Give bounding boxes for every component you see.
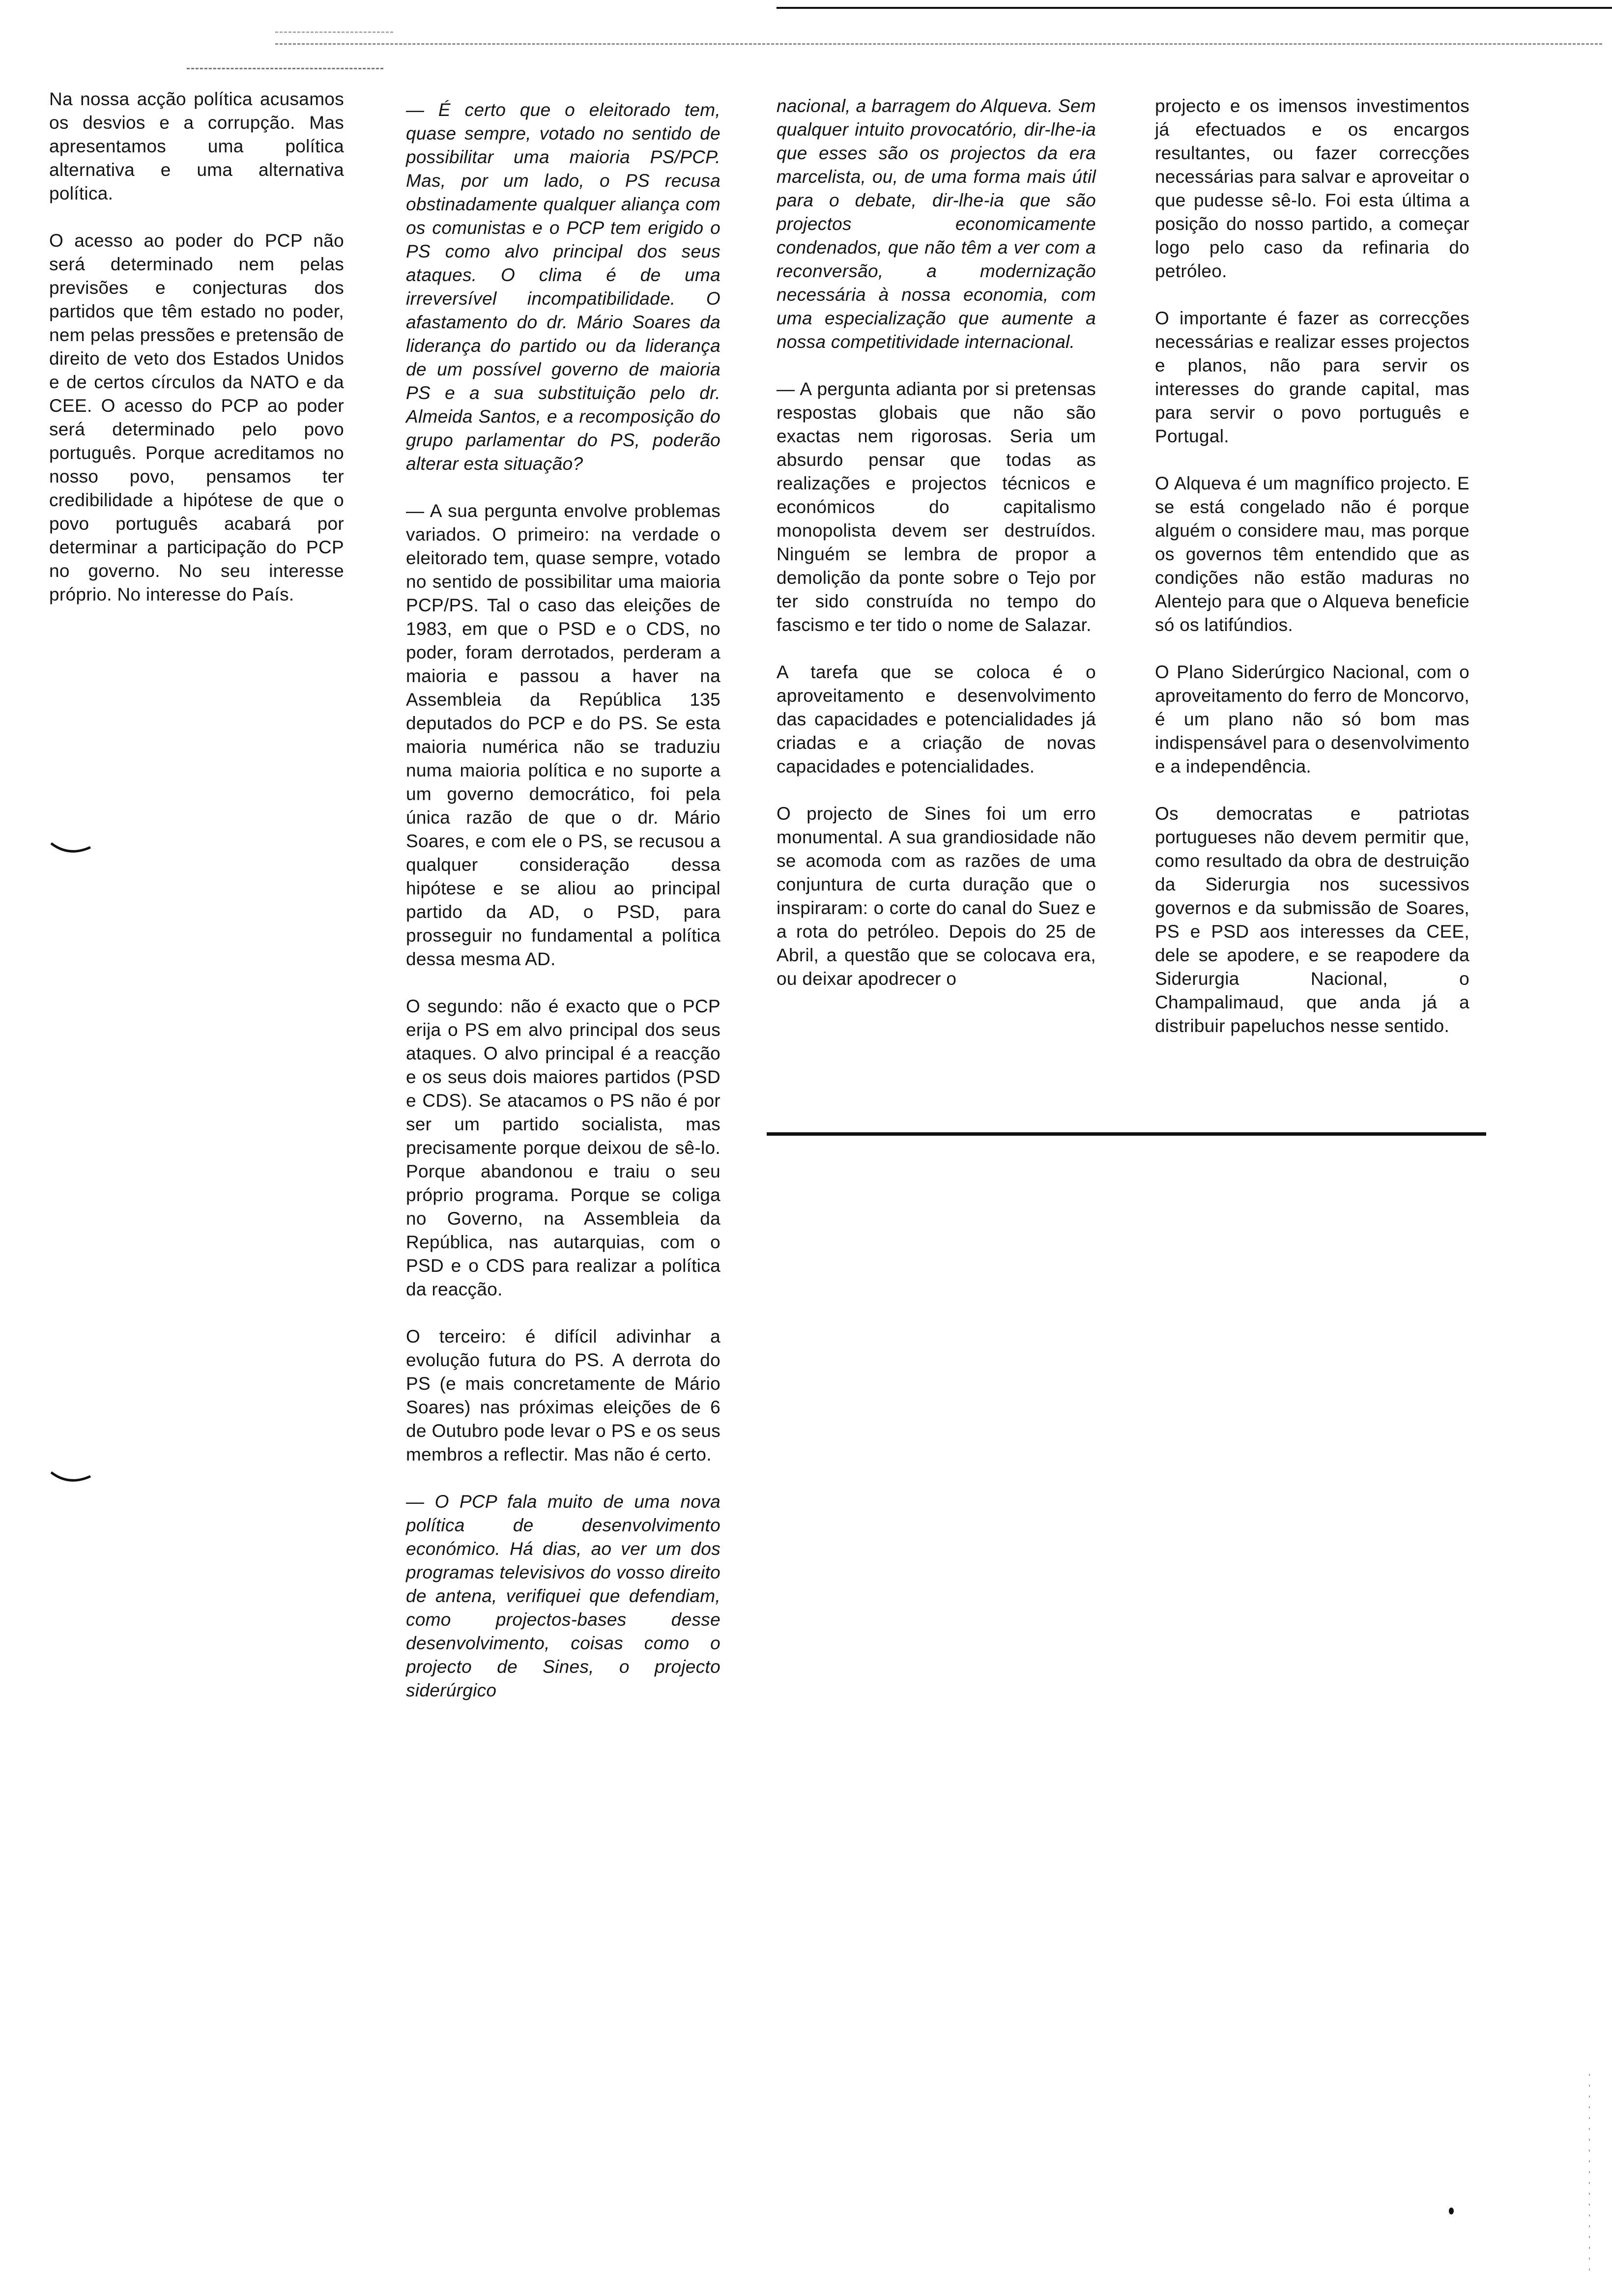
- col4-paragraph-siderurgico: O Plano Siderúrgico Nacional, com o aproveitamento do ferro de Moncorvo, é um plano não só bom mas indispensável para o desenvolvimento e a independência.: [1155, 662, 1469, 776]
- column-4: [1155, 94, 1469, 1062]
- col4-paragraph-alqueva: O Alqueva é um magnífico projecto. E se está congelado não é porque alguém o considere mau, mas porque os governos têm entendido que as condições não estão maduras no Alentejo para que o Alqueva beneficie só os latifúndios.: [1155, 473, 1469, 635]
- col4-paragraph-1: projecto e os imensos investimentos já efectuados e os encargos resultantes, ou fazer correcções necessárias para salvar e aproveitar o que pudesse sê-lo. Foi esta última a posição do nosso partido, a começar logo pelo caso da refinaria do petróleo.: [1155, 96, 1469, 281]
- top-rule: [777, 7, 1612, 9]
- col2-answer-1: — A sua pergunta envolve problemas variados. O primeiro: na verdade o eleitorado tem, quase sempre, votado no sentido de possibilitar uma maioria PCP/PS. Tal o caso das eleições de 1983, em que o PSD e o CDS, no poder, foram derrotados, perderam a maioria e passou a haver na Assembleia da República 135 deputados do PCP e do PS. Se esta maioria numérica não se traduziu numa maioria política e no suporte a um governo democrático, foi pela única razão de que o dr. Mário Soares, e com ele o PS, se recusou a qualquer consideração dessa hipótese e se aliou ao principal partido da AD, o PSD, para prosseguir no fundamental a política dessa mesma AD.: [406, 501, 720, 969]
- column-3: [777, 94, 1096, 1014]
- col1-paragraph-2: O acesso ao poder do PCP não será determinado nem pelas previsões e conjecturas dos partidos que têm estado no poder, nem pelas pressões e pretensão de direito de veto dos Estados Unidos e de certos círculos da NATO e da CEE. O acesso do PCP ao poder será determinado pelo povo português. Porque acreditamos no nosso povo, pensamos ter credibilidade a hipótese de que o povo português acabará por determinar a participação do PCP no governo. No seu interesse próprio. No interesse do País.: [49, 230, 344, 604]
- column-1: [49, 87, 344, 630]
- col3-answer: — A pergunta adianta por si pretensas respostas globais que não são exactas nem rigorosas. Seria um absurdo pensar que todas as realizações e projectos técnicos e económicos do capitalismo monopolista devem ser destruídos. Ninguém se lembra de propor a demolição da ponte sobre o Tejo por ter sido construída no tempo do fascismo e ter tido o nome de Salazar.: [777, 379, 1096, 635]
- scan-noise-top: [275, 43, 1602, 45]
- column-end-rule: [767, 1132, 1486, 1136]
- dot-mark: [1449, 2208, 1454, 2214]
- col2-paragraph-third: O terceiro: é difícil adivinhar a evolução futura do PS. A derrota do PS (e mais concretamente de Mário Soares) nas próximas eleições de 6 de Outubro pode levar o PS e os seus membros a reflectir. Mas não é certo.: [406, 1326, 720, 1464]
- col3-question-cont: nacional, a barragem do Alqueva. Sem qualquer intuito provocatório, dir-lhe-ia que esses são os projectos da era marcelista, ou, de uma forma mais útil para o debate, dir-lhe-ia que são projectos economicamente condenados, que não têm a ver com a reconversão, a modernização necessária à nossa economia, com uma especialização que aumente a nossa competitividade internacional.: [777, 96, 1096, 352]
- scan-noise-left: [187, 68, 383, 69]
- col4-paragraph-2: O importante é fazer as correcções necessárias e realizar esses projectos e planos, não para servir os interesses do grande capital, mas para servir o povo português e Portugal.: [1155, 308, 1469, 446]
- col4-paragraph-democratas: Os democratas e patriotas portugueses não devem permitir que, como resultado da obra de destruição da Siderurgia nos sucessivos governos e da submissão de Soares, PS e PSD aos interesses da CEE, dele se apodere, e se reapodere da Siderurgia Nacional, o Champalimaud, que anda já a distribuir papeluchos nesse sentido.: [1155, 804, 1469, 1036]
- scan-noise-tiny: [275, 31, 393, 33]
- col2-question-2: — O PCP fala muito de uma nova política de desenvolvimento económico. Há dias, ao ver um dos programas televisivos do vosso direito de antena, verifiquei que defendiam, como projectos-bases desse desenvolvimento, coisas como o projecto de Sines, o projecto siderúrgico: [406, 1492, 720, 1700]
- margin-mark-1: [49, 840, 93, 860]
- margin-mark-2: [49, 1469, 93, 1489]
- edge-specks: [1583, 2074, 1597, 2270]
- col1-paragraph-1: Na nossa acção política acusamos os desvios e a corrupção. Mas apresentamos uma política alternativa e uma alternativa política.: [49, 89, 344, 203]
- column-2: [406, 98, 720, 1726]
- col3-paragraph-tarefa: A tarefa que se coloca é o aproveitamento e desenvolvimento das capacidades e potencialidades já criadas e a criação de novas capacidades e potencialidades.: [777, 662, 1096, 776]
- col2-question-1: — É certo que o eleitorado tem, quase sempre, votado no sentido de possibilitar uma maioria PS/PCP. Mas, por um lado, o PS recusa obstinadamente qualquer aliança com os comunistas e o PCP tem erigido o PS como alvo principal dos seus ataques. O clima é de uma irreversível incompatibilidade. O afastamento do dr. Mário Soares da liderança do partido ou da liderança de um possível governo de maioria PS e a sua substituição pelo dr. Almeida Santos, e a recomposição do grupo parlamentar do PS, poderão alterar esta situação?: [406, 100, 720, 474]
- col3-paragraph-sines: O projecto de Sines foi um erro monumental. A sua grandiosidade não se acomoda com as razões de uma conjuntura de curta duração que o inspiraram: o corte do canal do Suez e a rota do petróleo. Depois do 25 de Abril, a questão que se colocava era, ou deixar apodrecer o: [777, 804, 1096, 989]
- col2-paragraph-second: O segundo: não é exacto que o PCP erija o PS em alvo principal dos seus ataques. O alvo principal é a reacção e os seus dois maiores partidos (PSD e CDS). Se atacamos o PS não é por ser um partido socialista, mas precisamente porque deixou de sê-lo. Porque abandonou e traiu o seu próprio programa. Porque se coliga no Governo, na Assembleia da República, nas autarquias, com o PSD e o CDS para realizar a política da reacção.: [406, 996, 720, 1299]
